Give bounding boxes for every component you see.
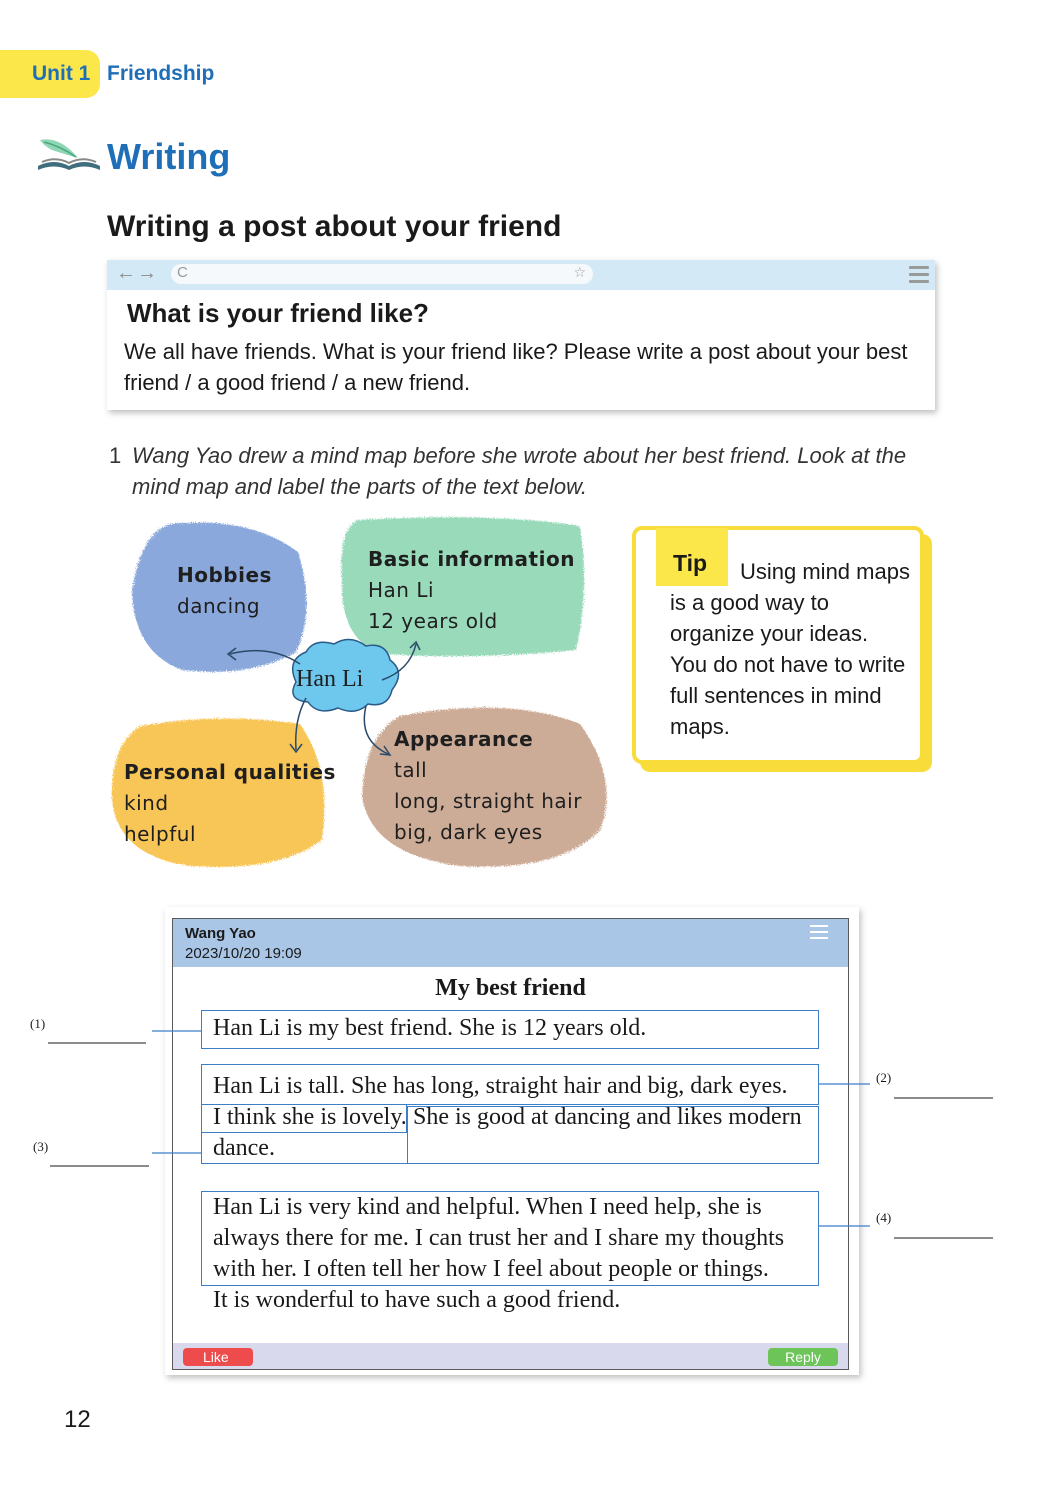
- address-bar[interactable]: [171, 264, 593, 284]
- post-line: I think she is lovely.: [213, 1104, 407, 1130]
- paragraph-box-2-tail: [201, 1105, 407, 1133]
- post-line: Han Li is my best friend. She is 12 years old.: [213, 1015, 647, 1041]
- label-1: (1): [30, 1016, 46, 1031]
- mind-map: [100, 510, 630, 890]
- paragraph-box-3-bottom: [201, 1133, 408, 1164]
- star-icon[interactable]: ☆: [573, 264, 586, 280]
- browser-toolbar: [107, 260, 935, 290]
- unit-name: Friendship: [107, 62, 215, 85]
- tip-text: Using mind maps is a good way to organize your ideas. You do not have to write full sentences in mind maps.: [670, 559, 910, 739]
- label-3: (3): [33, 1139, 49, 1154]
- post-line: Han Li is very kind and helpful. When I need help, she is: [213, 1194, 762, 1220]
- paragraph-box-1: [201, 1010, 819, 1049]
- paragraph-box-3-top: [407, 1106, 819, 1164]
- post-line: with her. I often tell her how I feel about people or things.: [213, 1256, 769, 1282]
- back-forward-arrows-icon[interactable]: ←→: [116, 262, 158, 284]
- tip-box: [632, 526, 924, 764]
- browser-body: We all have friends. What is your friend like? Please write a post about your best friend / a good friend / a new friend.: [124, 339, 908, 395]
- reload-icon[interactable]: C: [177, 264, 188, 281]
- label-2: (2): [876, 1070, 892, 1085]
- unit-label: Unit 1: [32, 62, 91, 85]
- post-line: It is wonderful to have such a good friend.: [213, 1287, 621, 1313]
- paragraph-box-4: [201, 1191, 819, 1286]
- reply-button[interactable]: Reply: [768, 1348, 838, 1366]
- tip-badge: Tip: [656, 528, 728, 586]
- post-line: Han Li is tall. She has long, straight hair and big, dark eyes.: [213, 1073, 788, 1099]
- post-line: always there for me. I can trust her and I share my thoughts: [213, 1225, 785, 1251]
- like-button[interactable]: Like: [183, 1348, 253, 1366]
- post-line: She is good at dancing and likes modern: [413, 1104, 802, 1130]
- task-title: Writing a post about your friend: [107, 210, 562, 243]
- han-li-center-label: Han Li: [296, 666, 364, 692]
- post-author: Wang Yao: [185, 925, 256, 942]
- post-date: 2023/10/20 19:09: [185, 945, 302, 962]
- open-book-with-quill-icon: [34, 132, 104, 174]
- section-title: Writing: [107, 136, 231, 177]
- label-4: (4): [876, 1210, 892, 1225]
- page-number: 12: [64, 1406, 91, 1433]
- instruction-text: Wang Yao drew a mind map before she wrote about her best friend. Look at the mind map and label the parts of the text below.: [132, 443, 907, 499]
- personal-qualities-node: Personal qualities kind helpful: [124, 760, 336, 846]
- post-menu-icon[interactable]: [810, 925, 828, 943]
- browser-card: [107, 260, 935, 410]
- hamburger-menu-icon[interactable]: [909, 266, 929, 284]
- post-header: [173, 919, 848, 967]
- paragraph-box-2: [201, 1064, 819, 1105]
- instruction-number: 1: [109, 443, 122, 468]
- appearance-node: Appearance tall long, straight hair big, dark eyes: [394, 727, 582, 844]
- post-line: dance.: [213, 1135, 275, 1161]
- hobbies-node: Hobbies dancing: [177, 563, 272, 618]
- instruction: [109, 440, 939, 502]
- post-title: My best friend: [435, 975, 586, 1001]
- post-footer: [173, 1343, 848, 1369]
- basic-information-node: Basic information Han Li 12 years old: [368, 547, 575, 633]
- browser-heading: What is your friend like?: [127, 298, 429, 328]
